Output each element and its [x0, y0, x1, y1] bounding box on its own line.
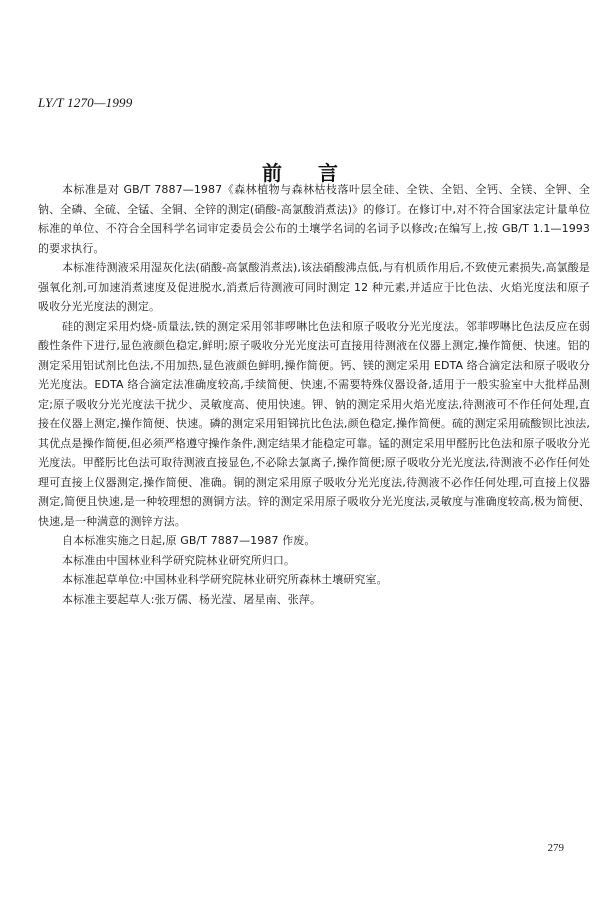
paragraph-drafters: 本标准主要起草人:张万儒、杨光滢、屠星南、张萍。	[62, 592, 322, 606]
page-title: 前言	[262, 161, 374, 185]
paragraph-drafting-unit: 本标准起草单位:中国林业科学研究院林业研究所森林土壤研究室。	[62, 573, 388, 586]
paragraph-supersedes: 自本标准实施之日起,原 GB/T 7887—1987 作废。	[62, 534, 316, 547]
standard-code: LY/T 1270—1999	[38, 95, 133, 110]
page-number: 279	[547, 842, 564, 854]
paragraph-revision-note: 本标准是对 GB/T 7887—1987《森林植物与森林枯枝落叶层全硅、全铁、全铝、全钙、全镁、全钾、全钠、全磷、全硫、全锰、全铜、全锌的测定(硝酸-高氯酸消煮法)》的修订。在修订中,对不符合国家法定计量单位标准的单位、不符合全国科学名词审定委员会公布的土壤学名词的名词予以修改;在编写上,按 GB/T 1.1—1993 的要求执行。	[38, 183, 590, 255]
paragraph-digestion-method: 本标准待测液采用湿灰化法(硝酸-高氯酸消煮法),该法硝酸沸点低,与有机质作用后,不致使元素损失,高氯酸是强氧化剂,可加速消煮速度及促进脱水,消煮后待测液可同时测定 12 种元素,并适应于比色法、火焰光度法和原子吸收分光光度法的测定。	[38, 261, 590, 313]
paragraph-element-methods: 硅的测定采用灼烧-质量法,铁的测定采用邻菲啰啉比色法和原子吸收分光光度法。邻菲啰啉比色法反应在弱酸性条件下进行,显色液颜色稳定,鲜明;原子吸收分光光度法可直接用待测液在仪器上测定,操作简便、快速。铝的测定采用铝试剂比色法,不用加热,显色液颜色鲜明,操作简便。钙、镁的测定采用 EDTA 络合滴定法和原子吸收分光光度法。EDTA 络合滴定法准确度较高,手续简便、快速,不需要特殊仪器设备,适用于一般实验室中大批样品测定;原子吸收分光光度法干扰少、灵敏度高、使用快速。钾、钠的测定采用火焰光度法,待测液可不作任何处理,直接在仪器上测定,操作简便、快速。磷的测定采用钼锑抗比色法,颜色稳定,操作简便。硫的测定采用硫酸钡比浊法,其优点是操作简便,但必须严格遵守操作条件,测定结果才能稳定可靠。锰的测定采用甲醛肟比色法和原子吸收分光光度法。甲醛肟比色法可取待测液直接显色,不必除去氯离子,操作简便;原子吸收分光光度法,待测液不必作任何处理可直接上仪器测定,操作简便、准确。铜的测定采用原子吸收分光光度法,待测液不必作任何处理,可直接上仪器测定,简便且快速,是一种较理想的测铜方法。锌的测定采用原子吸收分光光度法,灵敏度与准确度较高,极为简便、快速,是一种满意的测锌方法。	[38, 319, 590, 528]
foreword-body	[38, 180, 590, 609]
paragraph-responsible-unit: 本标准由中国林业科学研究院林业研究所归口。	[62, 553, 296, 567]
